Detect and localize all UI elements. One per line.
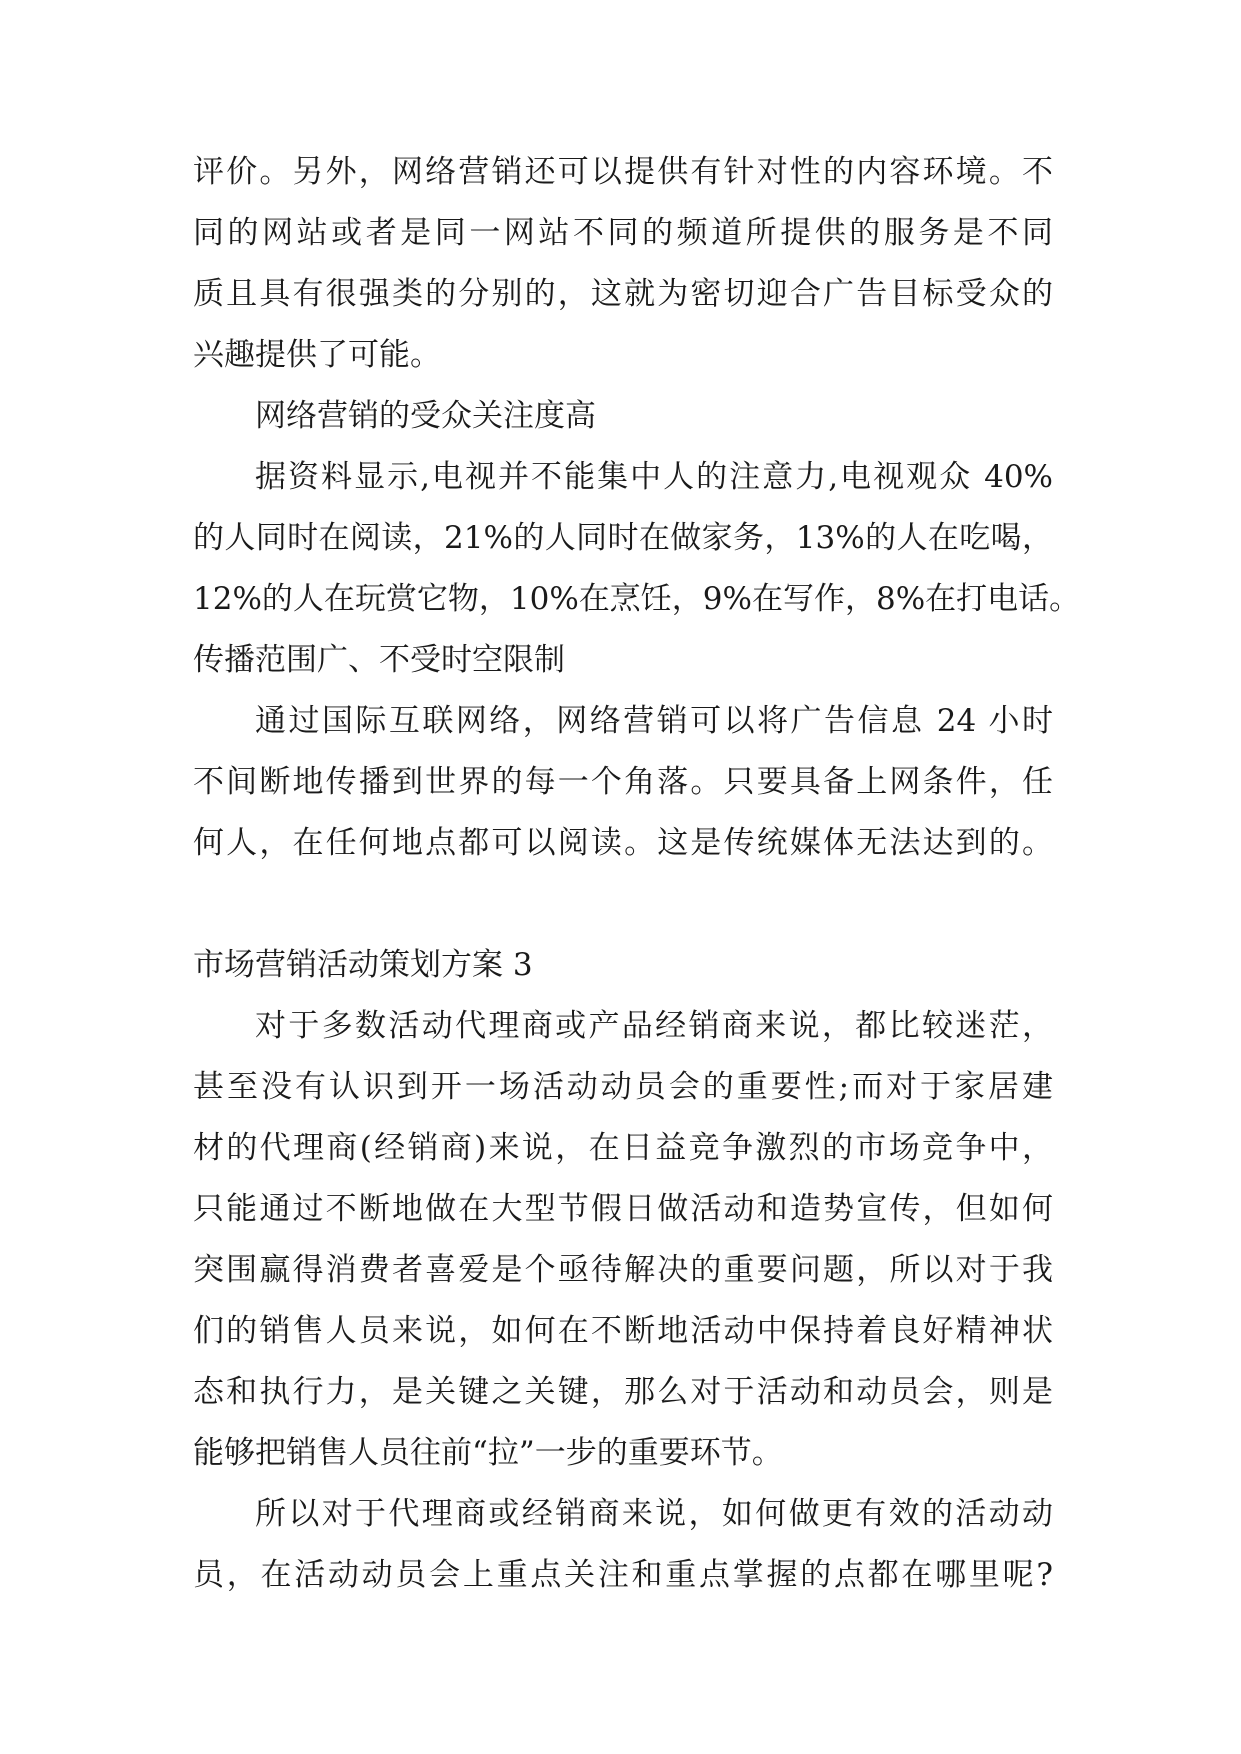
paragraph-line: 员，在活动动员会上重点关注和重点掌握的点都在哪里呢? [193,1557,1053,1593]
paragraph-line: 材的代理商(经销商)来说，在日益竞争激烈的市场竞争中， [193,1130,1053,1166]
subheading-wide-reach [193,630,1053,691]
paragraph-effective-mobilization [193,1484,1053,1606]
paragraph-tv-statistics [193,447,1081,630]
paragraph-line: 不间断地传播到世界的每一个角落。只要具备上网条件，任 [193,764,1053,800]
paragraph-line: 兴趣提供了可能。 [193,337,441,373]
paragraph-line: 突围赢得消费者喜爱是个亟待解决的重要问题，所以对于我 [193,1252,1053,1288]
section-title [193,935,1053,996]
paragraph-line: 甚至没有认识到开一场活动动员会的重要性;而对于家居建 [193,1069,1053,1105]
paragraph-mobilization-meeting [193,996,1053,1484]
paragraph-line: 通过国际互联网络，网络营销可以将广告信息 24 小时 [255,703,1053,739]
subheading-text: 传播范围广、不受时空限制 [193,642,565,678]
paragraph-line: 质且具有很强类的分别的，这就为密切迎合广告目标受众的 [193,276,1053,312]
paragraph-line: 据资料显示,电视并不能集中人的注意力,电视观众 40% [255,459,1053,495]
paragraph-line: 12%的人在玩赏它物，10%在烹饪，9%在写作，8%在打电话。 [193,581,1081,617]
subheading-audience-attention [193,386,1053,447]
paragraph-line: 能够把销售人员往前“拉”一步的重要环节。 [193,1435,783,1471]
paragraph-line: 所以对于代理商或经销商来说，如何做更有效的活动动 [255,1496,1053,1532]
paragraph-line: 只能通过不断地做在大型节假日做活动和造势宣传，但如何 [193,1191,1053,1227]
section-title-text: 市场营销活动策划方案 3 [193,947,533,983]
paragraph-content-environment [193,142,1053,386]
paragraph-line: 同的网站或者是同一网站不同的频道所提供的服务是不同 [193,215,1053,251]
paragraph-line: 对于多数活动代理商或产品经销商来说，都比较迷茫， [255,1008,1053,1044]
paragraph-line: 的人同时在阅读，21%的人同时在做家务，13%的人在吃喝， [193,520,1053,556]
paragraph-line: 们的销售人员来说，如何在不断地活动中保持着良好精神状 [193,1313,1053,1349]
paragraph-internet-reach [193,691,1053,874]
subheading-text: 网络营销的受众关注度高 [255,398,596,434]
paragraph-line: 评价。另外，网络营销还可以提供有针对性的内容环境。不 [193,154,1053,190]
paragraph-line: 态和执行力，是关键之关键，那么对于活动和动员会，则是 [193,1374,1053,1410]
paragraph-line: 何人，在任何地点都可以阅读。这是传统媒体无法达到的。 [193,825,1053,861]
